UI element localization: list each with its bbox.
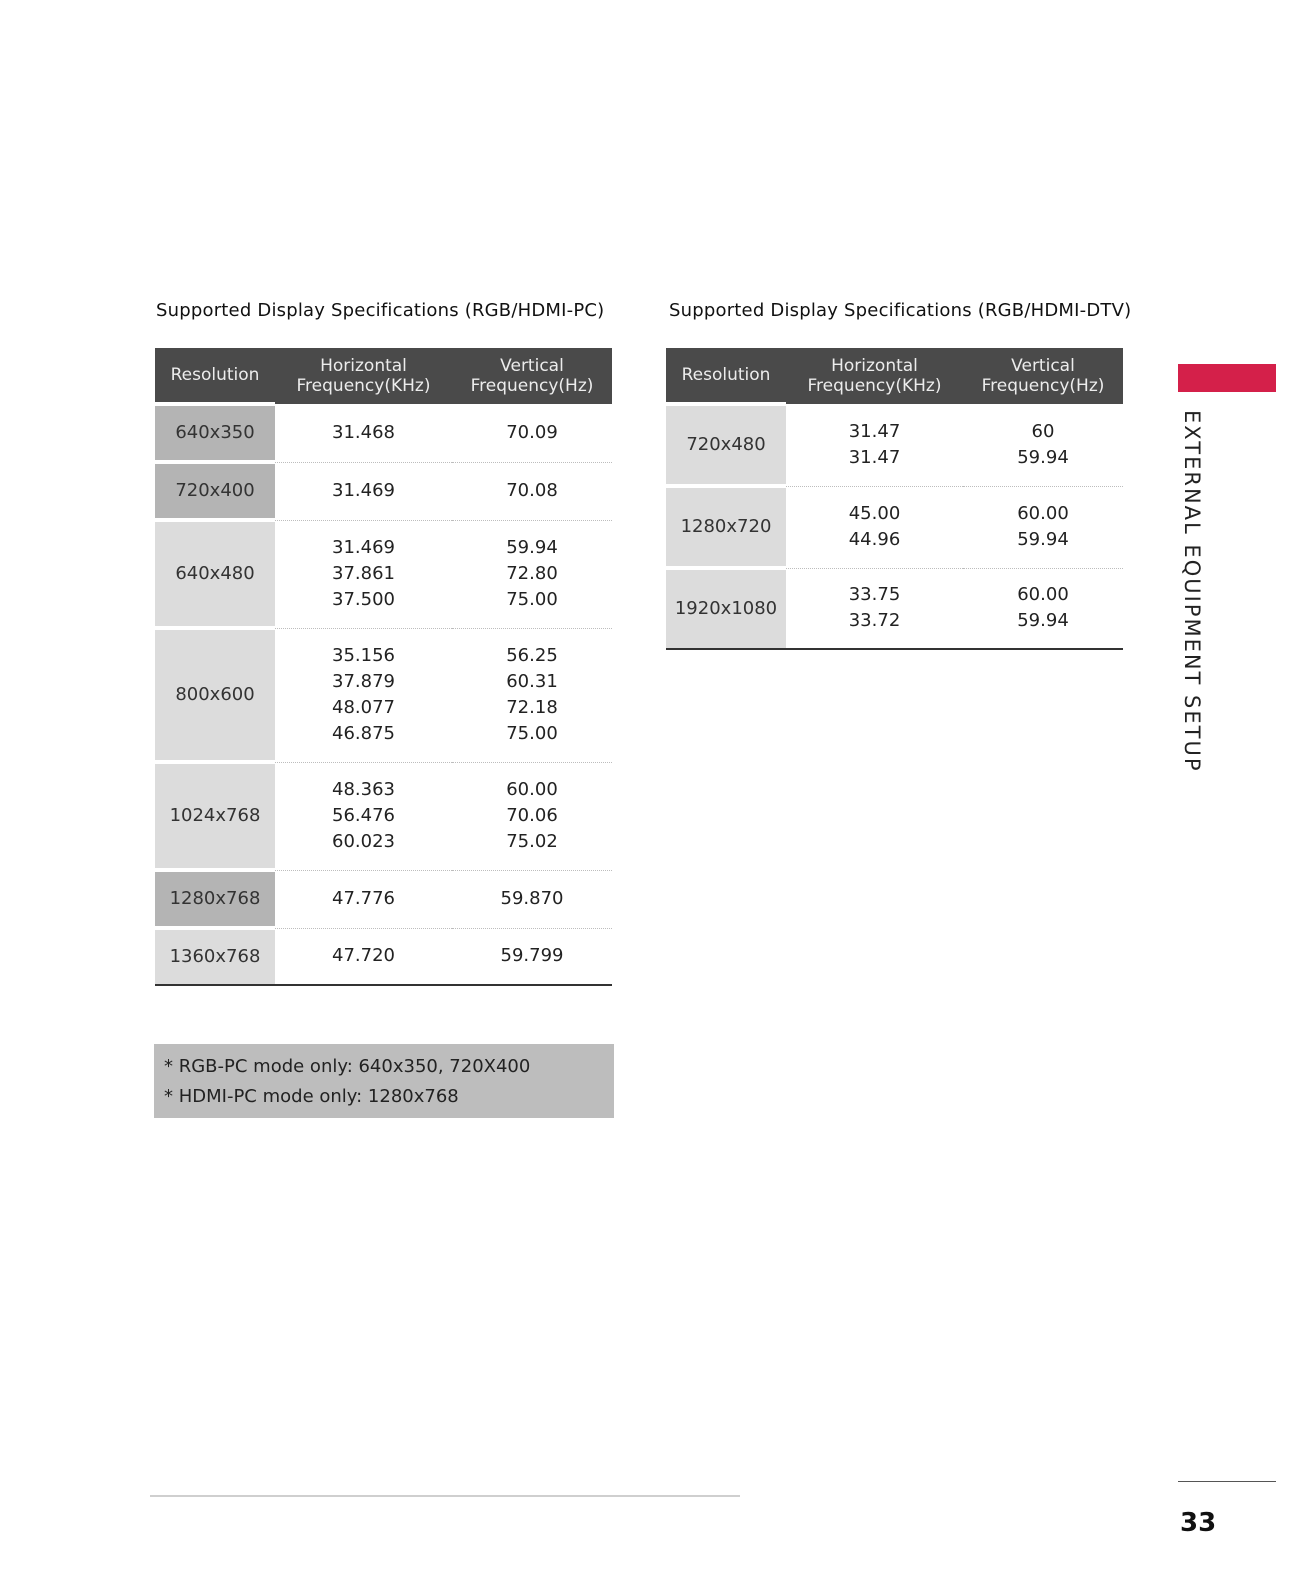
mode-notes-box [154, 1044, 614, 1118]
horizontal-frequency-value: 31.47 [848, 420, 901, 442]
resolution-cell: 800x600 [155, 628, 275, 762]
vertical-frequency-value: 72.18 [506, 697, 558, 718]
horizontal-frequency-cell [786, 568, 963, 649]
vertical-frequency-value: 59.94 [1017, 446, 1069, 468]
table-row [666, 486, 1123, 568]
pc-spec-title: Supported Display Specifications (RGB/HDMI-PC) [156, 300, 605, 321]
vertical-frequency-value: 60.00 [506, 779, 558, 800]
dtv-spec-table [666, 348, 1123, 650]
vertical-frequency-value: 59.94 [1017, 610, 1069, 632]
vertical-frequency-value: 70.06 [506, 805, 558, 826]
horizontal-frequency-cell [275, 762, 452, 870]
horizontal-frequency-value: 31.468 [332, 421, 395, 443]
vertical-frequency-cell [452, 628, 612, 762]
header-vertical-frequency: Vertical Frequency(Hz) [452, 348, 612, 404]
horizontal-frequency-value: 31.469 [332, 480, 395, 501]
vertical-frequency-cell [963, 486, 1123, 568]
dtv-spec-title: Supported Display Specifications (RGB/HDMI-DTV) [669, 300, 1132, 321]
header-vertical-frequency: Vertical Frequency(Hz) [963, 348, 1123, 404]
resolution-cell: 1280x768 [155, 870, 275, 928]
note-hdmi-pc: * HDMI-PC mode only: 1280x768 [164, 1086, 459, 1107]
footer-rule [150, 1495, 740, 1497]
header-horizontal-frequency: Horizontal Frequency(KHz) [275, 348, 452, 404]
horizontal-frequency-cell [275, 928, 452, 985]
horizontal-frequency-value: 35.156 [332, 645, 395, 666]
resolution-cell: 1024x768 [155, 762, 275, 870]
horizontal-frequency-cell [275, 870, 452, 928]
horizontal-frequency-value: 45.00 [848, 503, 901, 524]
table-row [155, 520, 612, 628]
vertical-frequency-value: 75.00 [506, 723, 558, 744]
vertical-frequency-cell [452, 520, 612, 628]
horizontal-frequency-value: 46.875 [332, 723, 395, 744]
horizontal-frequency-value: 48.077 [332, 697, 395, 718]
vertical-frequency-cell [963, 568, 1123, 649]
header-resolution: Resolution [666, 348, 786, 404]
horizontal-frequency-cell [275, 404, 452, 462]
horizontal-frequency-value: 47.720 [332, 945, 395, 967]
horizontal-frequency-value: 33.72 [848, 610, 901, 632]
vertical-frequency-value: 59.799 [500, 945, 564, 967]
pc-spec-table [155, 348, 612, 986]
horizontal-frequency-value: 31.469 [332, 537, 395, 558]
vertical-frequency-value: 56.25 [506, 645, 558, 666]
resolution-cell: 1360x768 [155, 928, 275, 985]
horizontal-frequency-value: 37.500 [332, 589, 395, 610]
horizontal-frequency-value: 33.75 [848, 584, 901, 606]
header-horizontal-frequency: Horizontal Frequency(KHz) [786, 348, 963, 404]
vertical-frequency-cell [452, 870, 612, 928]
resolution-cell: 720x480 [666, 404, 786, 486]
table-row [155, 628, 612, 762]
vertical-frequency-cell [452, 404, 612, 462]
horizontal-frequency-value: 37.861 [332, 563, 395, 584]
table-row [155, 762, 612, 870]
horizontal-frequency-value: 44.96 [848, 529, 901, 550]
table-row [666, 568, 1123, 649]
header-resolution: Resolution [155, 348, 275, 404]
vertical-frequency-value: 70.08 [506, 480, 558, 501]
resolution-cell: 640x480 [155, 520, 275, 628]
horizontal-frequency-cell [786, 404, 963, 486]
resolution-cell: 1920x1080 [666, 568, 786, 649]
horizontal-frequency-value: 37.879 [332, 671, 395, 692]
resolution-cell: 640x350 [155, 404, 275, 462]
horizontal-frequency-cell [275, 628, 452, 762]
horizontal-frequency-value: 60.023 [332, 831, 395, 852]
vertical-frequency-cell [452, 928, 612, 985]
table-row [155, 870, 612, 928]
horizontal-frequency-value: 48.363 [332, 779, 395, 800]
vertical-frequency-value: 60.00 [1017, 584, 1069, 606]
horizontal-frequency-value: 31.47 [848, 446, 901, 468]
vertical-frequency-value: 70.09 [506, 421, 558, 443]
note-rgb-pc: * RGB-PC mode only: 640x350, 720X400 [164, 1056, 531, 1077]
resolution-cell: 1280x720 [666, 486, 786, 568]
table-row [155, 404, 612, 462]
vertical-frequency-value: 60.00 [1017, 503, 1069, 524]
horizontal-frequency-cell [275, 520, 452, 628]
vertical-frequency-cell [452, 462, 612, 520]
horizontal-frequency-value: 47.776 [332, 888, 395, 909]
horizontal-frequency-cell [786, 486, 963, 568]
table-row [155, 928, 612, 985]
vertical-frequency-value: 60.31 [506, 671, 558, 692]
vertical-frequency-value: 75.02 [506, 831, 558, 852]
resolution-cell: 720x400 [155, 462, 275, 520]
vertical-frequency-value: 72.80 [506, 563, 558, 584]
horizontal-frequency-cell [275, 462, 452, 520]
section-tab-marker [1178, 364, 1276, 392]
vertical-frequency-value: 60 [1031, 420, 1055, 442]
page-number: 33 [1180, 1508, 1217, 1538]
table-row [155, 462, 612, 520]
table-row [666, 404, 1123, 486]
vertical-frequency-value: 59.870 [500, 888, 564, 909]
vertical-frequency-cell [963, 404, 1123, 486]
vertical-frequency-cell [452, 762, 612, 870]
horizontal-frequency-value: 56.476 [332, 805, 395, 826]
vertical-frequency-value: 75.00 [506, 589, 558, 610]
vertical-frequency-value: 59.94 [506, 537, 558, 558]
vertical-frequency-value: 59.94 [1017, 529, 1069, 550]
page-number-rule [1178, 1481, 1276, 1482]
side-section-label: EXTERNAL EQUIPMENT SETUP [1180, 410, 1204, 773]
